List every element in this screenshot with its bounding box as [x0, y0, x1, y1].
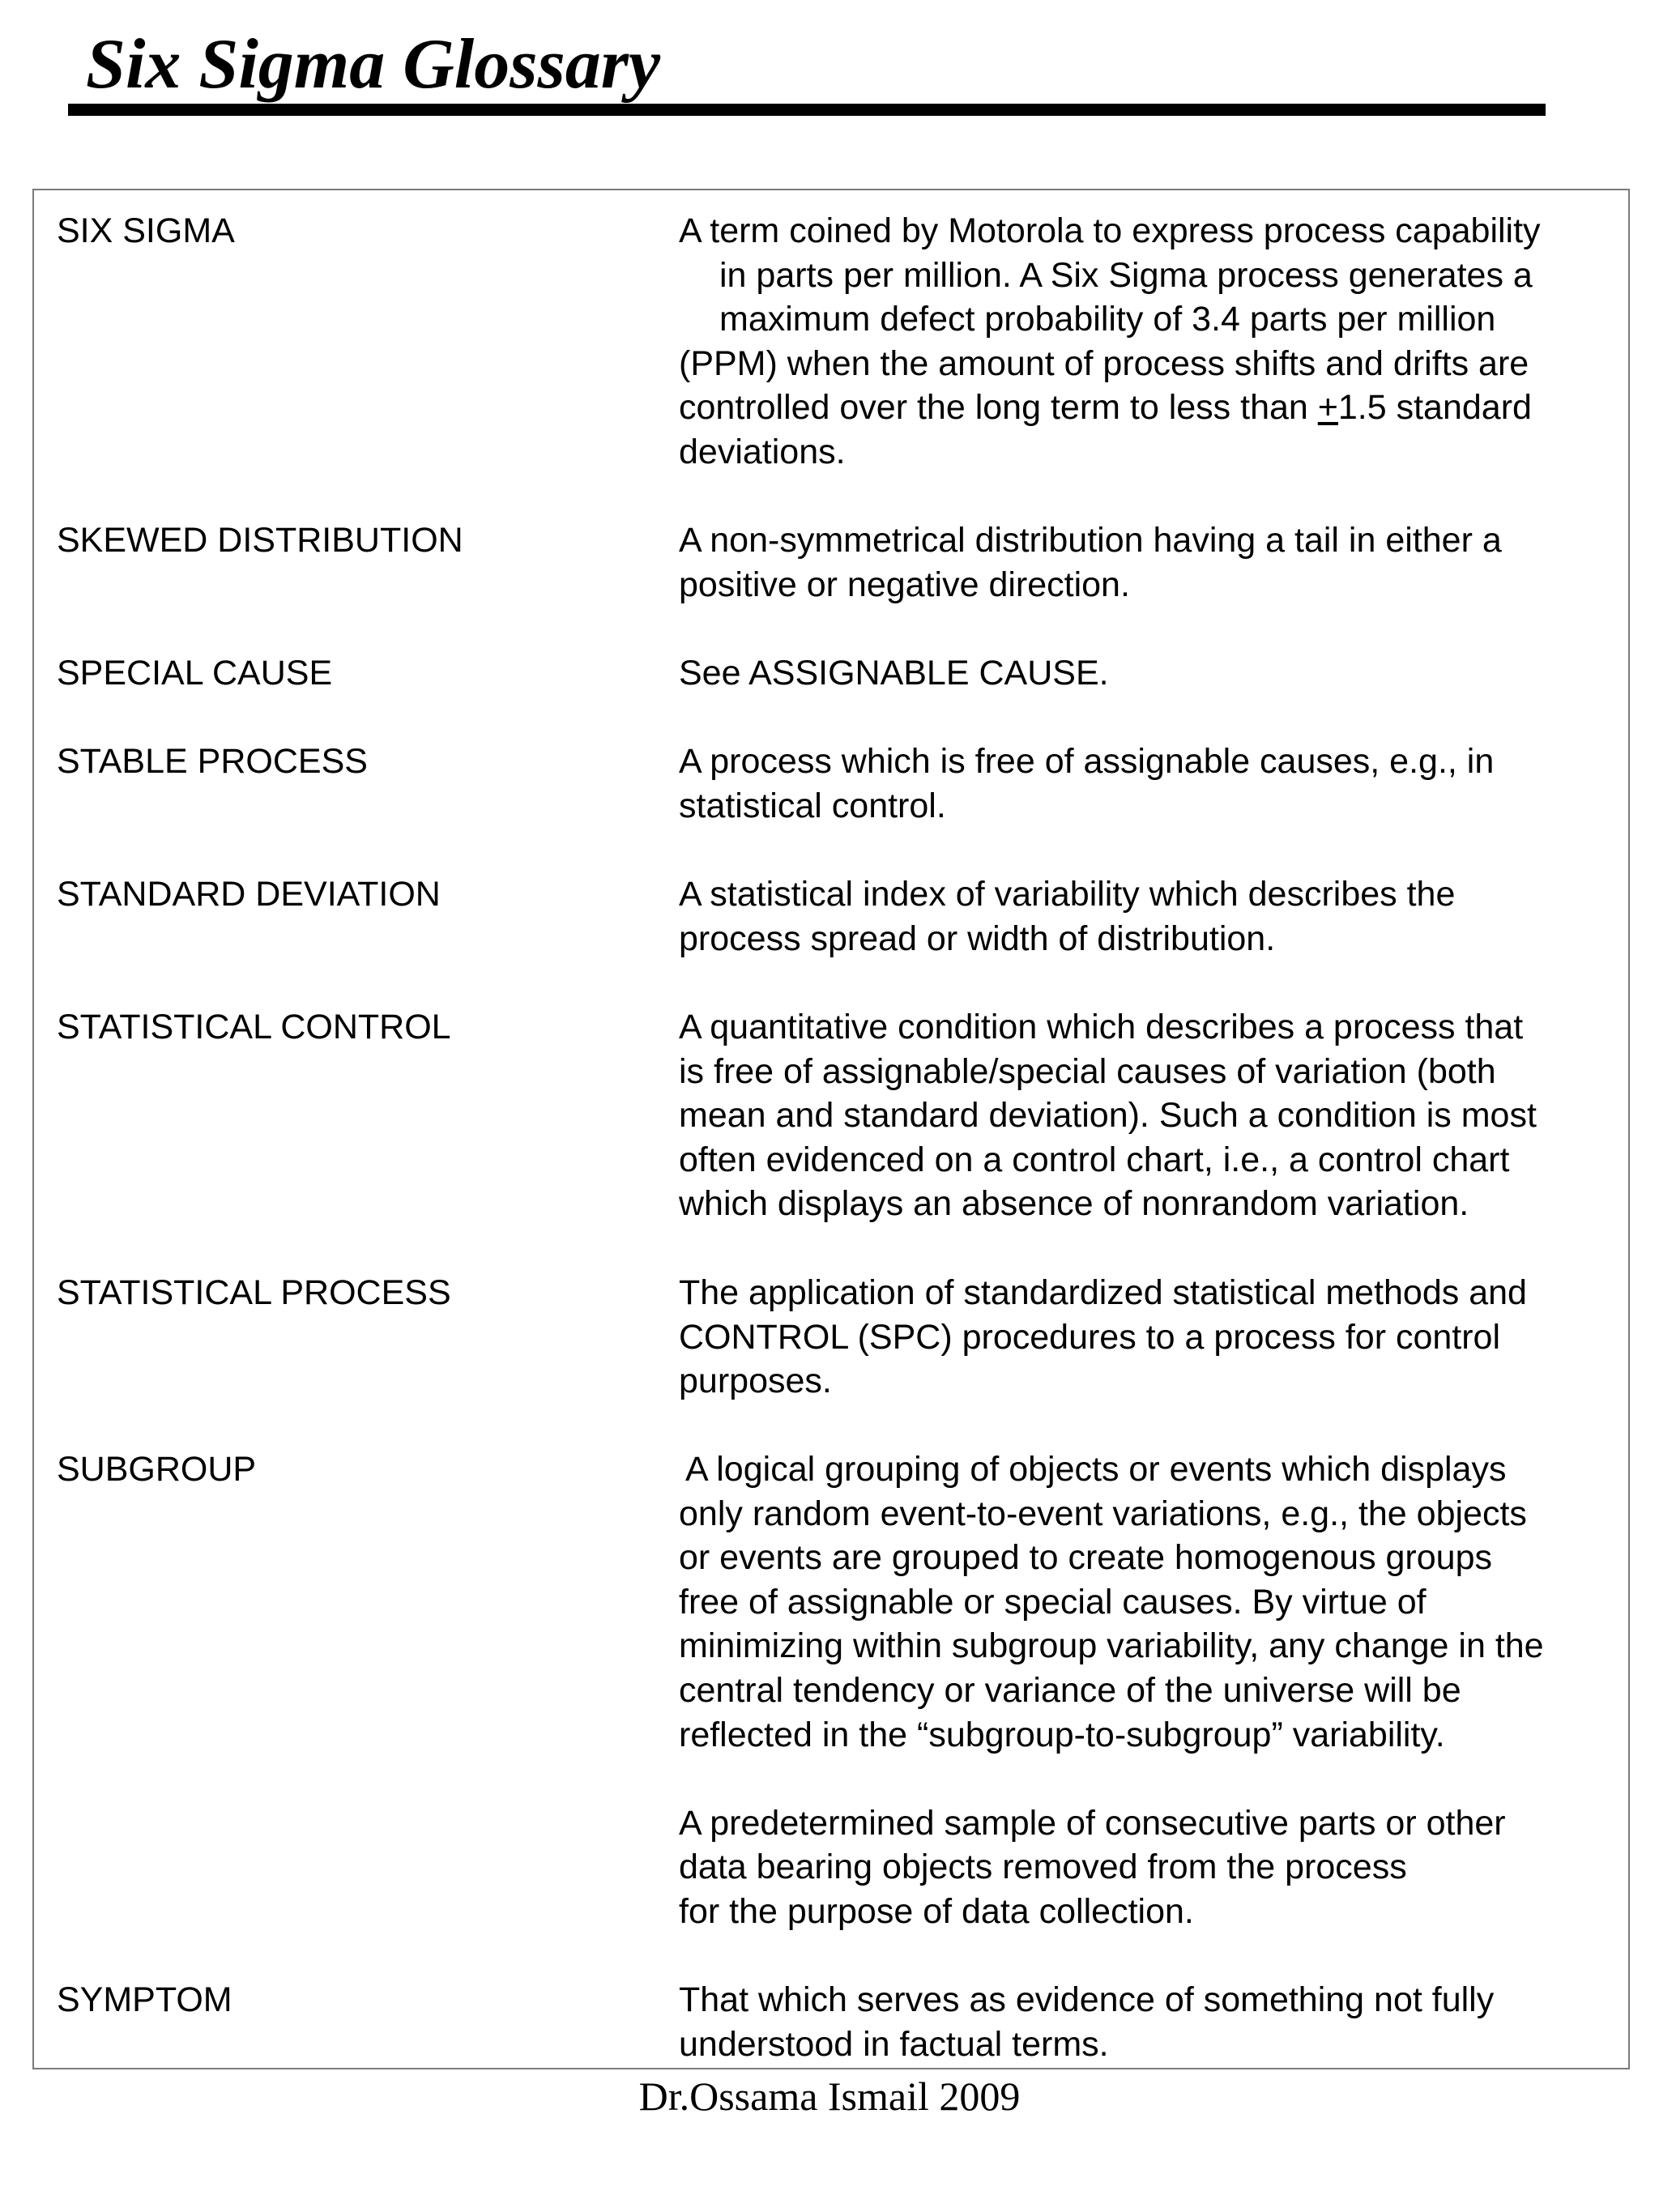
glossary-definition [679, 651, 1627, 696]
glossary-term: STATISTICAL PROCESS [57, 1273, 451, 1312]
definition-line: A quantitative condition which describes a process that [679, 1008, 1524, 1046]
definition-line: in parts per million. A Six Sigma process generates a [719, 255, 1533, 295]
definition-line: for the purpose of data collection. [679, 1891, 1194, 1931]
definition-line: A logical grouping of objects or events which displays [685, 1450, 1507, 1489]
glossary-term: SKEWED DISTRIBUTION [57, 521, 463, 560]
plus-minus-symbol: + [1317, 388, 1338, 428]
glossary-table [32, 189, 1630, 2069]
definition-line: See ASSIGNABLE CAUSE. [679, 654, 1109, 693]
definition-line [679, 386, 1627, 430]
definition-line: deviations. [679, 432, 846, 471]
definition-line: That which serves as evidence of something not fully [679, 1980, 1495, 2019]
definition-line: (PPM) when the amount of process shifts and drifts are [679, 343, 1529, 383]
glossary-definition [679, 1447, 1627, 1934]
definition-line: reflected in the “subgroup-to-subgroup” variability. [679, 1715, 1445, 1754]
page-title: Six Sigma Glossary [86, 25, 661, 104]
definition-line: free of assignable or special causes. By virtue of [679, 1582, 1427, 1622]
glossary-term: SYMPTOM [57, 1980, 232, 2019]
glossary-term: STABLE PROCESS [57, 742, 368, 781]
definition-line: data bearing objects removed from the process [679, 1848, 1407, 1887]
definition-line: or events are grouped to create homogenous groups [679, 1538, 1492, 1578]
definition-line: is free of assignable/special causes of variation (both [679, 1051, 1496, 1091]
glossary-definition [679, 1271, 1627, 1404]
glossary-definition [679, 872, 1627, 961]
glossary-term: SIX SIGMA [57, 211, 235, 250]
glossary-definition [679, 1978, 1627, 2066]
definition-line: The application of standardized statistical methods and [679, 1273, 1527, 1312]
definition-line: A non-symmetrical distribution having a tail in either a [679, 521, 1502, 560]
glossary-definition [679, 518, 1627, 607]
definition-line: often evidenced on a control chart, i.e., a control chart [679, 1140, 1510, 1179]
definition-line: only random event-to-event variations, e.g., the objects [679, 1494, 1527, 1533]
definition-line: CONTROL (SPC) procedures to a process for control [679, 1317, 1501, 1357]
page-footer: Dr.Ossama Ismail 2009 [638, 2073, 1021, 2119]
definition-text: controlled over the long term to less than [679, 388, 1318, 428]
paragraph-gap [679, 1757, 1627, 1801]
glossary-definition [679, 1005, 1627, 1226]
definition-line: A process which is free of assignable causes, e.g., in [679, 742, 1495, 781]
definition-line: central tendency or variance of the universe will be [679, 1670, 1461, 1710]
definition-line: positive or negative direction. [679, 565, 1130, 604]
definition-line: mean and standard deviation). Such a condition is most [679, 1096, 1537, 1136]
glossary-term: STANDARD DEVIATION [57, 875, 441, 914]
glossary-term: STATISTICAL CONTROL [57, 1008, 451, 1046]
definition-line: A statistical index of variability which describes the [679, 875, 1456, 914]
definition-line: which displays an absence of nonrandom variation. [679, 1184, 1469, 1224]
definition-line: minimizing within subgroup variability, any change in the [679, 1626, 1544, 1666]
glossary-term: SPECIAL CAUSE [57, 654, 333, 693]
glossary-definition [679, 739, 1627, 828]
definition-line: A term coined by Motorola to express process capability [679, 211, 1541, 250]
definition-line: process spread or width of distribution. [679, 918, 1276, 958]
definition-line: maximum defect probability of 3.4 parts per million [719, 300, 1496, 339]
definition-line: understood in factual terms. [679, 2024, 1109, 2064]
glossary-definition [679, 209, 1627, 475]
definition-line: purposes. [679, 1362, 832, 1401]
definition-text: 1.5 standard [1337, 388, 1532, 428]
title-rule [68, 104, 1546, 116]
definition-line: A predetermined sample of consecutive parts or other [679, 1803, 1506, 1843]
definition-line: statistical control. [679, 786, 946, 825]
glossary-term: SUBGROUP [57, 1450, 257, 1489]
